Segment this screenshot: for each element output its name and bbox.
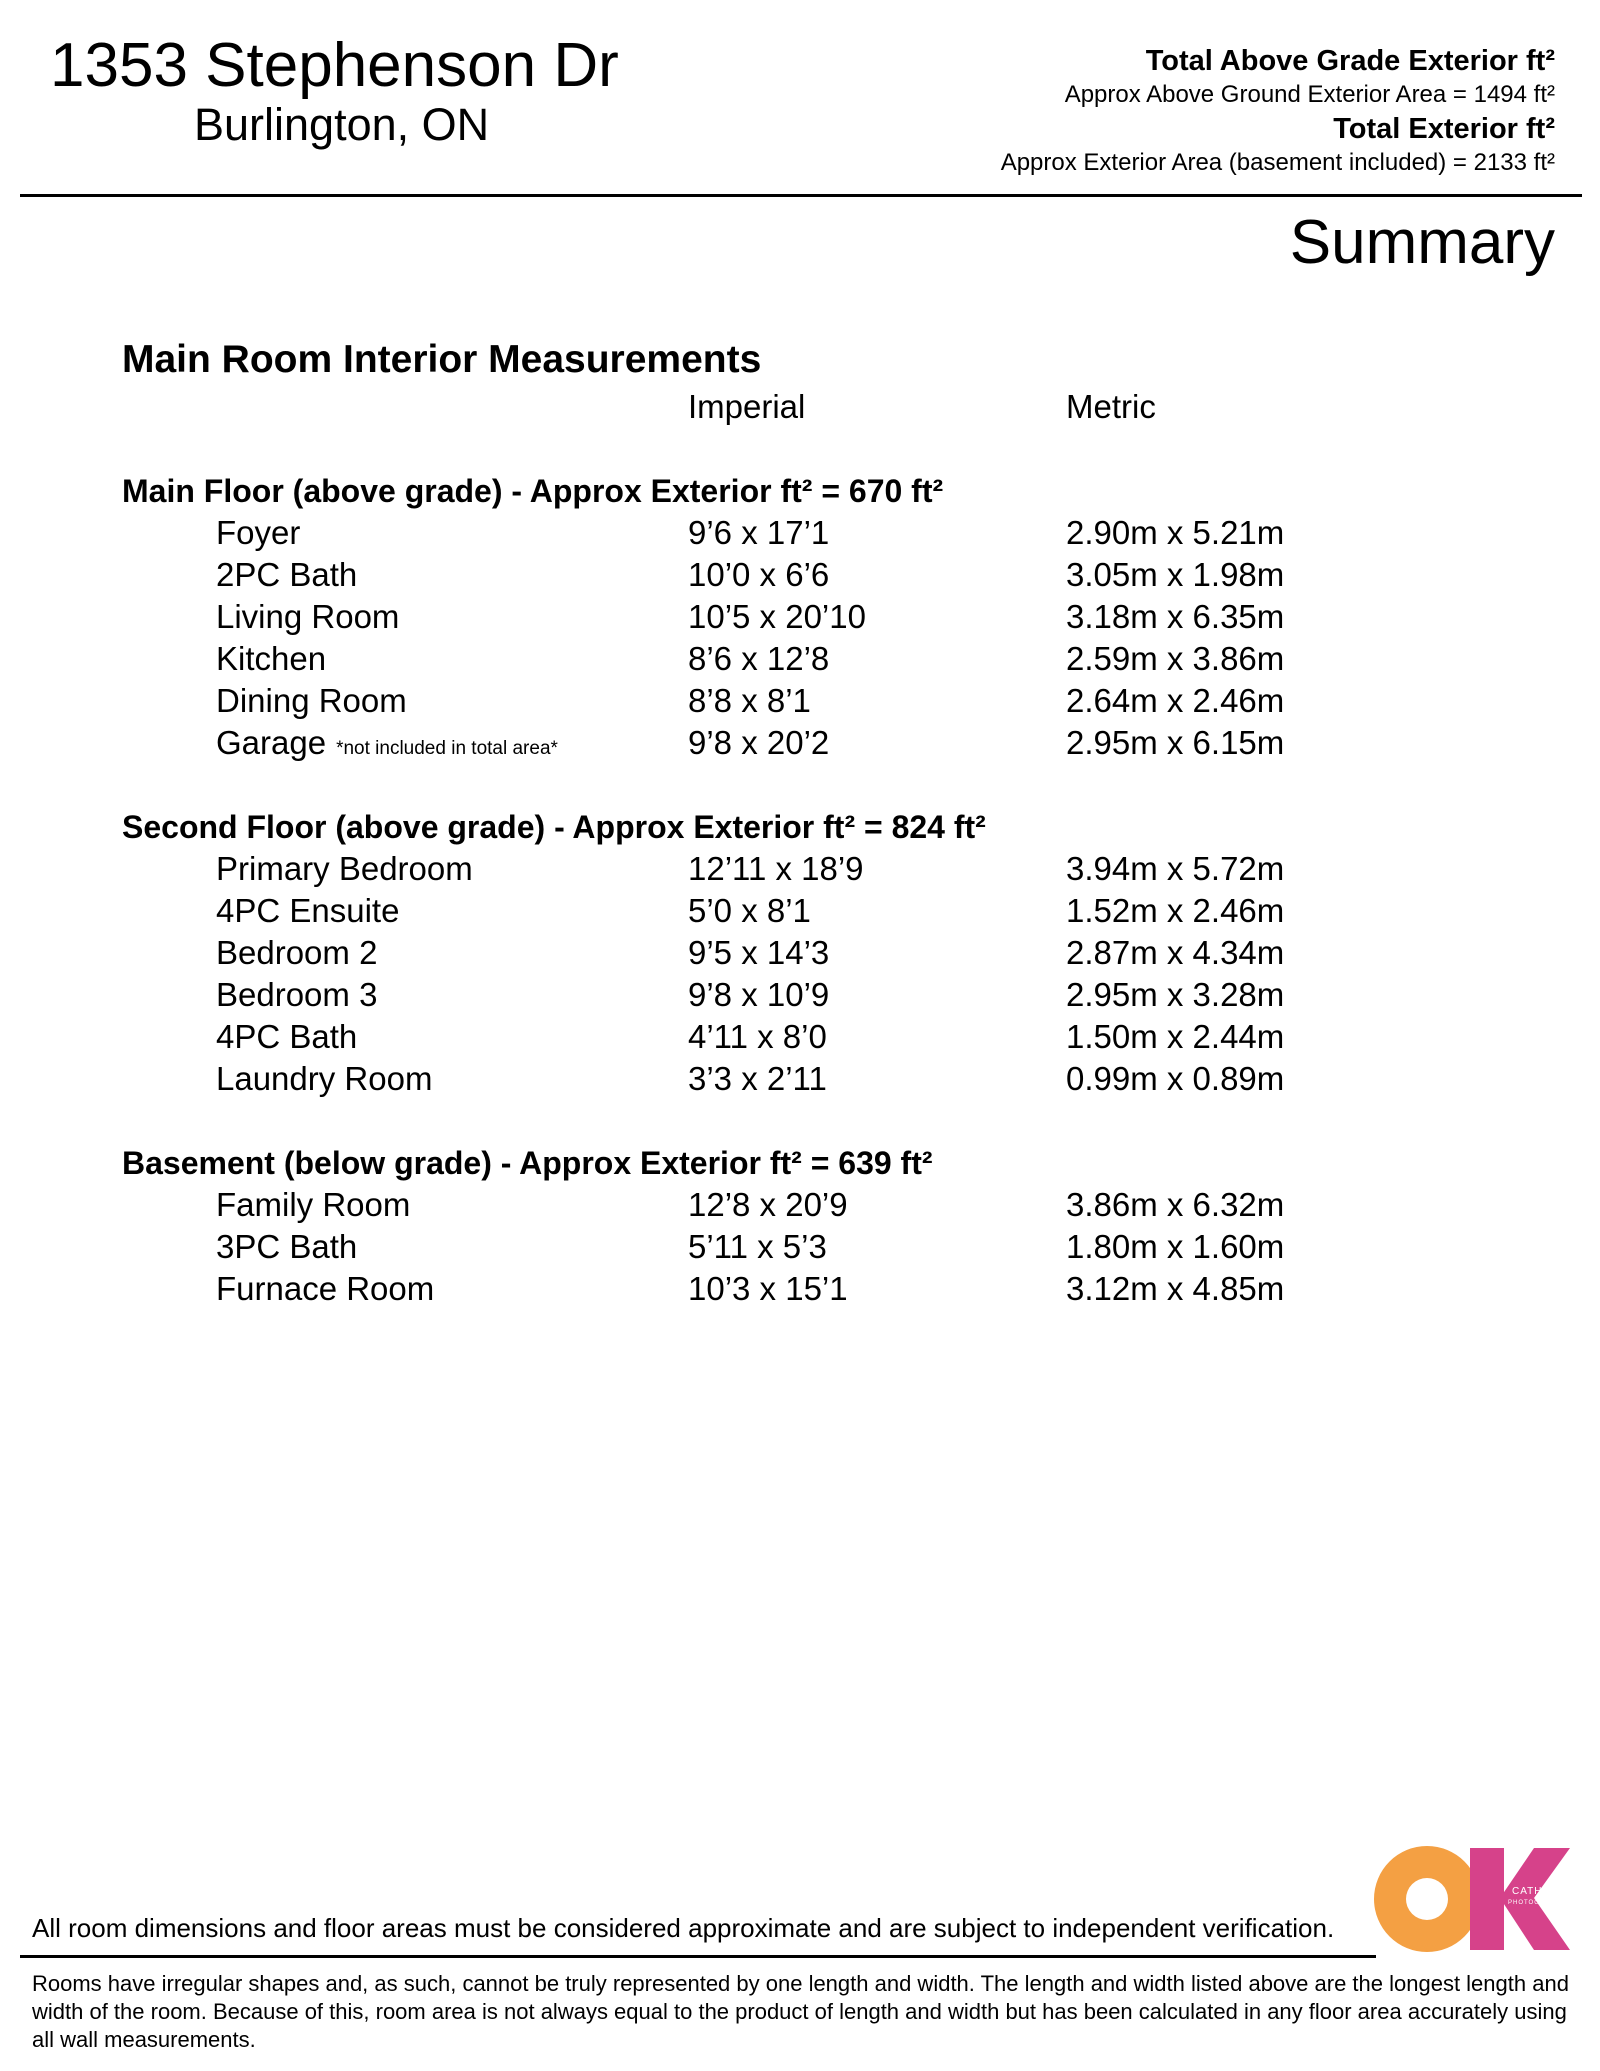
- room-row: [0, 1058, 1600, 1100]
- room-metric: 0.99m x 0.89m: [1066, 1060, 1285, 1097]
- room-imperial: 4’11 x 8’0: [688, 1018, 827, 1055]
- column-header-metric: Metric: [1066, 388, 1156, 425]
- room-row: [0, 596, 1600, 638]
- room-row: [0, 512, 1600, 554]
- room-name: 4PC Ensuite: [216, 892, 400, 929]
- total-exterior-value: Approx Exterior Area (basement included) = 2133 ft²: [1000, 149, 1555, 176]
- room-imperial: 3’3 x 2’11: [688, 1060, 827, 1097]
- footer-divider: [20, 1955, 1376, 1958]
- header-divider: [20, 194, 1582, 197]
- room-row: [0, 722, 1600, 764]
- room-name: 2PC Bath: [216, 556, 358, 593]
- room-name: [216, 722, 558, 770]
- cathy-koop-logo: [1374, 1846, 1587, 1952]
- room-imperial: 12’11 x 18’9: [688, 850, 864, 887]
- column-header-imperial: Imperial: [688, 388, 806, 425]
- room-imperial: 10’3 x 15’1: [688, 1270, 848, 1307]
- room-row: [0, 1226, 1600, 1268]
- room-imperial: 9’6 x 17’1: [688, 514, 830, 551]
- room-metric: 3.86m x 6.32m: [1066, 1186, 1285, 1223]
- total-above-grade-value: Approx Above Ground Exterior Area = 1494 ft²: [1064, 81, 1555, 108]
- room-name: Bedroom 2: [216, 934, 378, 971]
- room-row: [0, 848, 1600, 890]
- address-street: 1353 Stephenson Dr: [50, 31, 619, 100]
- room-metric: 2.95m x 6.15m: [1066, 724, 1285, 761]
- room-name: Kitchen: [216, 640, 327, 677]
- room-imperial: 10’0 x 6’6: [688, 556, 830, 593]
- room-name: Bedroom 3: [216, 976, 378, 1013]
- room-metric: 1.52m x 2.46m: [1066, 892, 1285, 929]
- room-imperial: 9’8 x 20’2: [688, 724, 830, 761]
- logo-c-letter: [1374, 1846, 1480, 1952]
- section-title: Second Floor (above grade) - Approx Exterior ft² = 824 ft²: [122, 809, 986, 845]
- room-metric: 2.87m x 4.34m: [1066, 934, 1285, 971]
- room-metric: 2.64m x 2.46m: [1066, 682, 1285, 719]
- room-name: Primary Bedroom: [216, 850, 473, 887]
- section-title: Main Floor (above grade) - Approx Exterior ft² = 670 ft²: [122, 473, 944, 509]
- page-title: Summary: [1289, 208, 1555, 277]
- room-name: Dining Room: [216, 682, 407, 719]
- room-metric: 1.50m x 2.44m: [1066, 1018, 1285, 1055]
- room-imperial: 10’5 x 20’10: [688, 598, 866, 635]
- room-metric: 3.94m x 5.72m: [1066, 850, 1285, 887]
- room-imperial: 8’8 x 8’1: [688, 682, 811, 719]
- room-imperial: 5’11 x 5’3: [688, 1228, 827, 1265]
- room-metric: 2.90m x 5.21m: [1066, 514, 1285, 551]
- room-name: 3PC Bath: [216, 1228, 358, 1265]
- room-name: Foyer: [216, 514, 301, 551]
- area-totals: [795, 44, 1555, 180]
- room-name: Living Room: [216, 598, 400, 635]
- room-imperial: 12’8 x 20’9: [688, 1186, 848, 1223]
- fine-print: Rooms have irregular shapes and, as such, cannot be truly represented by one length and width. The length and width listed above are the longest length and width of the room. Because of this, room area is not always equal to the product of length and width but has been calculated in any floor area accurately using all wall measurements.: [32, 1971, 1569, 2052]
- room-imperial: 9’8 x 10’9: [688, 976, 830, 1013]
- measurements-heading: Main Room Interior Measurements: [122, 338, 762, 381]
- room-row: [0, 1184, 1600, 1226]
- logo-brand-line1: CATHY KOOP: [1512, 1886, 1587, 1897]
- room-metric: 3.18m x 6.35m: [1066, 598, 1285, 635]
- room-imperial: 9’5 x 14’3: [688, 934, 830, 971]
- room-metric: 2.59m x 3.86m: [1066, 640, 1285, 677]
- room-name-text: Garage: [216, 724, 327, 761]
- total-above-grade-label: Total Above Grade Exterior ft²: [1145, 45, 1555, 77]
- room-row: [0, 932, 1600, 974]
- room-row: [0, 1016, 1600, 1058]
- room-metric: 2.95m x 3.28m: [1066, 976, 1285, 1013]
- room-metric: 3.12m x 4.85m: [1066, 1270, 1285, 1307]
- room-row: [0, 974, 1600, 1016]
- total-exterior-label: Total Exterior ft²: [1333, 113, 1555, 145]
- logo-k-letter: [1470, 1848, 1570, 1950]
- room-name: Family Room: [216, 1186, 411, 1223]
- room-row: [0, 638, 1600, 680]
- room-name: Furnace Room: [216, 1270, 435, 1307]
- room-row: [0, 680, 1600, 722]
- room-note: *not included in total area*: [336, 738, 558, 759]
- address-city: Burlington, ON: [194, 99, 490, 150]
- room-row: [0, 890, 1600, 932]
- room-row: [0, 1268, 1600, 1310]
- section-title: Basement (below grade) - Approx Exterior ft² = 639 ft²: [122, 1145, 933, 1181]
- room-row: [0, 554, 1600, 596]
- room-metric: 1.80m x 1.60m: [1066, 1228, 1285, 1265]
- room-name: 4PC Bath: [216, 1018, 358, 1055]
- logo-brand-line2: PHOTOGRAPHY: [1508, 1900, 1566, 1906]
- room-imperial: 8’6 x 12’8: [688, 640, 830, 677]
- room-metric: 3.05m x 1.98m: [1066, 556, 1285, 593]
- room-name: Laundry Room: [216, 1060, 433, 1097]
- disclaimer: All room dimensions and floor areas must be considered approximate and are subject to independent verification.: [32, 1913, 1335, 1943]
- room-imperial: 5’0 x 8’1: [688, 892, 811, 929]
